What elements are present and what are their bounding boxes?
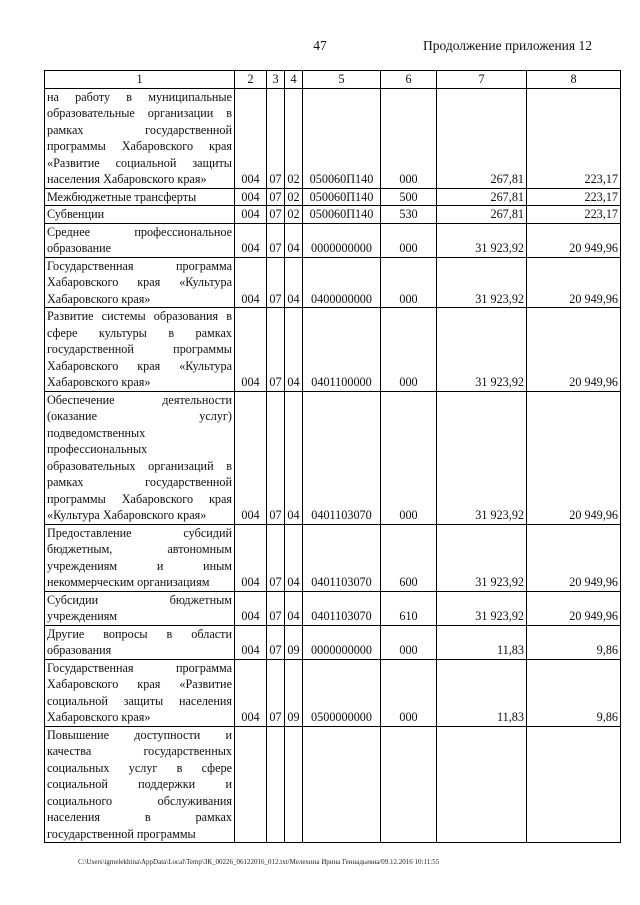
row-value-cell: 004 [235, 223, 267, 257]
table-row [45, 88, 621, 188]
row-value-cell: 050060П140 [303, 206, 381, 224]
row-value-cell: 31 923,92 [437, 308, 527, 392]
row-value-cell: 07 [267, 625, 285, 659]
row-name-cell: Межбюджетные трансферты [45, 188, 235, 206]
row-value-cell: 04 [285, 391, 303, 524]
row-value-cell: 07 [267, 591, 285, 625]
row-name-cell: Субвенции [45, 206, 235, 224]
row-value-cell: 20 949,96 [527, 223, 621, 257]
row-value-cell: 000 [381, 257, 437, 308]
row-value-cell: 0000000000 [303, 625, 381, 659]
row-value-cell: 20 949,96 [527, 524, 621, 591]
row-value-cell: 20 949,96 [527, 391, 621, 524]
row-value-cell [437, 726, 527, 843]
table-row [45, 591, 621, 625]
row-value-cell: 31 923,92 [437, 223, 527, 257]
row-value-cell: 31 923,92 [437, 257, 527, 308]
column-header: 2 [235, 71, 267, 89]
table-row [45, 625, 621, 659]
row-value-cell: 000 [381, 625, 437, 659]
row-name-cell: Государственная программа Хабаровского края «Развитие социальной защиты населения Хабаровского края» [45, 659, 235, 726]
row-value-cell: 004 [235, 524, 267, 591]
row-value-cell: 0000000000 [303, 223, 381, 257]
row-value-cell: 004 [235, 257, 267, 308]
row-value-cell: 20 949,96 [527, 308, 621, 392]
row-value-cell: 07 [267, 391, 285, 524]
row-value-cell: 11,83 [437, 625, 527, 659]
row-value-cell: 223,17 [527, 188, 621, 206]
row-value-cell: 11,83 [437, 659, 527, 726]
row-value-cell: 004 [235, 591, 267, 625]
row-value-cell: 004 [235, 659, 267, 726]
row-name-cell: Предоставление субсидий бюджетным, автономным учреждениям и иным некоммерческим организациям [45, 524, 235, 591]
row-value-cell [267, 726, 285, 843]
row-value-cell: 07 [267, 206, 285, 224]
row-value-cell: 000 [381, 223, 437, 257]
row-value-cell: 223,17 [527, 206, 621, 224]
row-value-cell: 004 [235, 308, 267, 392]
row-value-cell: 04 [285, 591, 303, 625]
row-name-cell: Другие вопросы в области образования [45, 625, 235, 659]
row-name-cell: на работу в муниципальные образовательные организации в рамках государственной программы Хабаровского края «Развитие социальной защиты населения Хабаровского края» [45, 88, 235, 188]
table-row [45, 223, 621, 257]
row-value-cell: 20 949,96 [527, 257, 621, 308]
row-value-cell: 267,81 [437, 188, 527, 206]
row-value-cell: 20 949,96 [527, 591, 621, 625]
row-value-cell: 09 [285, 625, 303, 659]
row-value-cell: 07 [267, 257, 285, 308]
table-row [45, 257, 621, 308]
row-value-cell: 04 [285, 524, 303, 591]
row-name-cell: Обеспечение деятельности (оказание услуг) подведомственных профессиональных образовательных организаций в рамках государственной программы Хабаровского края «Культура Хабаровского края» [45, 391, 235, 524]
row-value-cell: 0401103070 [303, 591, 381, 625]
table-header-row [45, 71, 621, 89]
row-value-cell: 02 [285, 188, 303, 206]
row-value-cell: 04 [285, 257, 303, 308]
row-value-cell: 9,86 [527, 659, 621, 726]
row-value-cell: 267,81 [437, 206, 527, 224]
row-value-cell: 000 [381, 659, 437, 726]
column-header: 4 [285, 71, 303, 89]
column-header: 6 [381, 71, 437, 89]
row-value-cell [303, 726, 381, 843]
row-value-cell: 050060П140 [303, 188, 381, 206]
row-name-cell: Среднее профессиональное образование [45, 223, 235, 257]
row-value-cell: 07 [267, 223, 285, 257]
column-header: 8 [527, 71, 621, 89]
row-value-cell: 004 [235, 206, 267, 224]
row-value-cell [285, 726, 303, 843]
row-value-cell: 9,86 [527, 625, 621, 659]
row-value-cell: 267,81 [437, 88, 527, 188]
row-value-cell: 004 [235, 625, 267, 659]
row-value-cell: 600 [381, 524, 437, 591]
column-header: 7 [437, 71, 527, 89]
file-path-footer: C:\Users\igmelekhina\AppData\Local\Temp\ЗК_00226_06122016_012.txt/Мелехина Ирина Геннадьевна/09.12.2016 10:11:55 [78, 858, 440, 866]
column-header: 3 [267, 71, 285, 89]
appendix-label: Продолжение приложения 12 [422, 38, 592, 53]
row-value-cell: 04 [285, 223, 303, 257]
row-value-cell: 223,17 [527, 88, 621, 188]
row-value-cell: 07 [267, 308, 285, 392]
row-value-cell: 0400000000 [303, 257, 381, 308]
row-value-cell: 07 [267, 188, 285, 206]
table-row [45, 391, 621, 524]
row-value-cell: 07 [267, 524, 285, 591]
row-name-cell: Повышение доступности и качества государственных социальных услуг в сфере социальной поддержки и социального обслуживания населения в рамках государственной программы [45, 726, 235, 843]
row-value-cell [381, 726, 437, 843]
row-value-cell: 000 [381, 308, 437, 392]
row-value-cell [235, 726, 267, 843]
row-value-cell: 004 [235, 88, 267, 188]
row-name-cell: Субсидии бюджетным учреждениям [45, 591, 235, 625]
table-row [45, 206, 621, 224]
row-name-cell: Государственная программа Хабаровского края «Культура Хабаровского края» [45, 257, 235, 308]
row-value-cell: 0500000000 [303, 659, 381, 726]
row-value-cell: 530 [381, 206, 437, 224]
row-value-cell: 31 923,92 [437, 391, 527, 524]
column-header: 5 [303, 71, 381, 89]
table-row [45, 188, 621, 206]
table-row [45, 726, 621, 843]
column-header: 1 [45, 71, 235, 89]
row-value-cell: 31 923,92 [437, 524, 527, 591]
row-value-cell: 04 [285, 308, 303, 392]
row-value-cell: 02 [285, 88, 303, 188]
row-value-cell: 500 [381, 188, 437, 206]
row-value-cell: 004 [235, 391, 267, 524]
row-value-cell: 02 [285, 206, 303, 224]
row-value-cell: 0401103070 [303, 391, 381, 524]
row-value-cell: 004 [235, 188, 267, 206]
row-value-cell: 09 [285, 659, 303, 726]
page-number: 47 [313, 38, 327, 53]
row-name-cell: Развитие системы образования в сфере культуры в рамках государственной программы Хабаровского края «Культура Хабаровского края» [45, 308, 235, 392]
row-value-cell: 000 [381, 391, 437, 524]
table-row [45, 524, 621, 591]
row-value-cell: 0401100000 [303, 308, 381, 392]
row-value-cell: 07 [267, 88, 285, 188]
row-value-cell: 0401103070 [303, 524, 381, 591]
budget-table [44, 70, 621, 843]
table-row [45, 308, 621, 392]
row-value-cell: 050060П140 [303, 88, 381, 188]
row-value-cell: 000 [381, 88, 437, 188]
table-row [45, 659, 621, 726]
row-value-cell [527, 726, 621, 843]
row-value-cell: 07 [267, 659, 285, 726]
row-value-cell: 31 923,92 [437, 591, 527, 625]
row-value-cell: 610 [381, 591, 437, 625]
